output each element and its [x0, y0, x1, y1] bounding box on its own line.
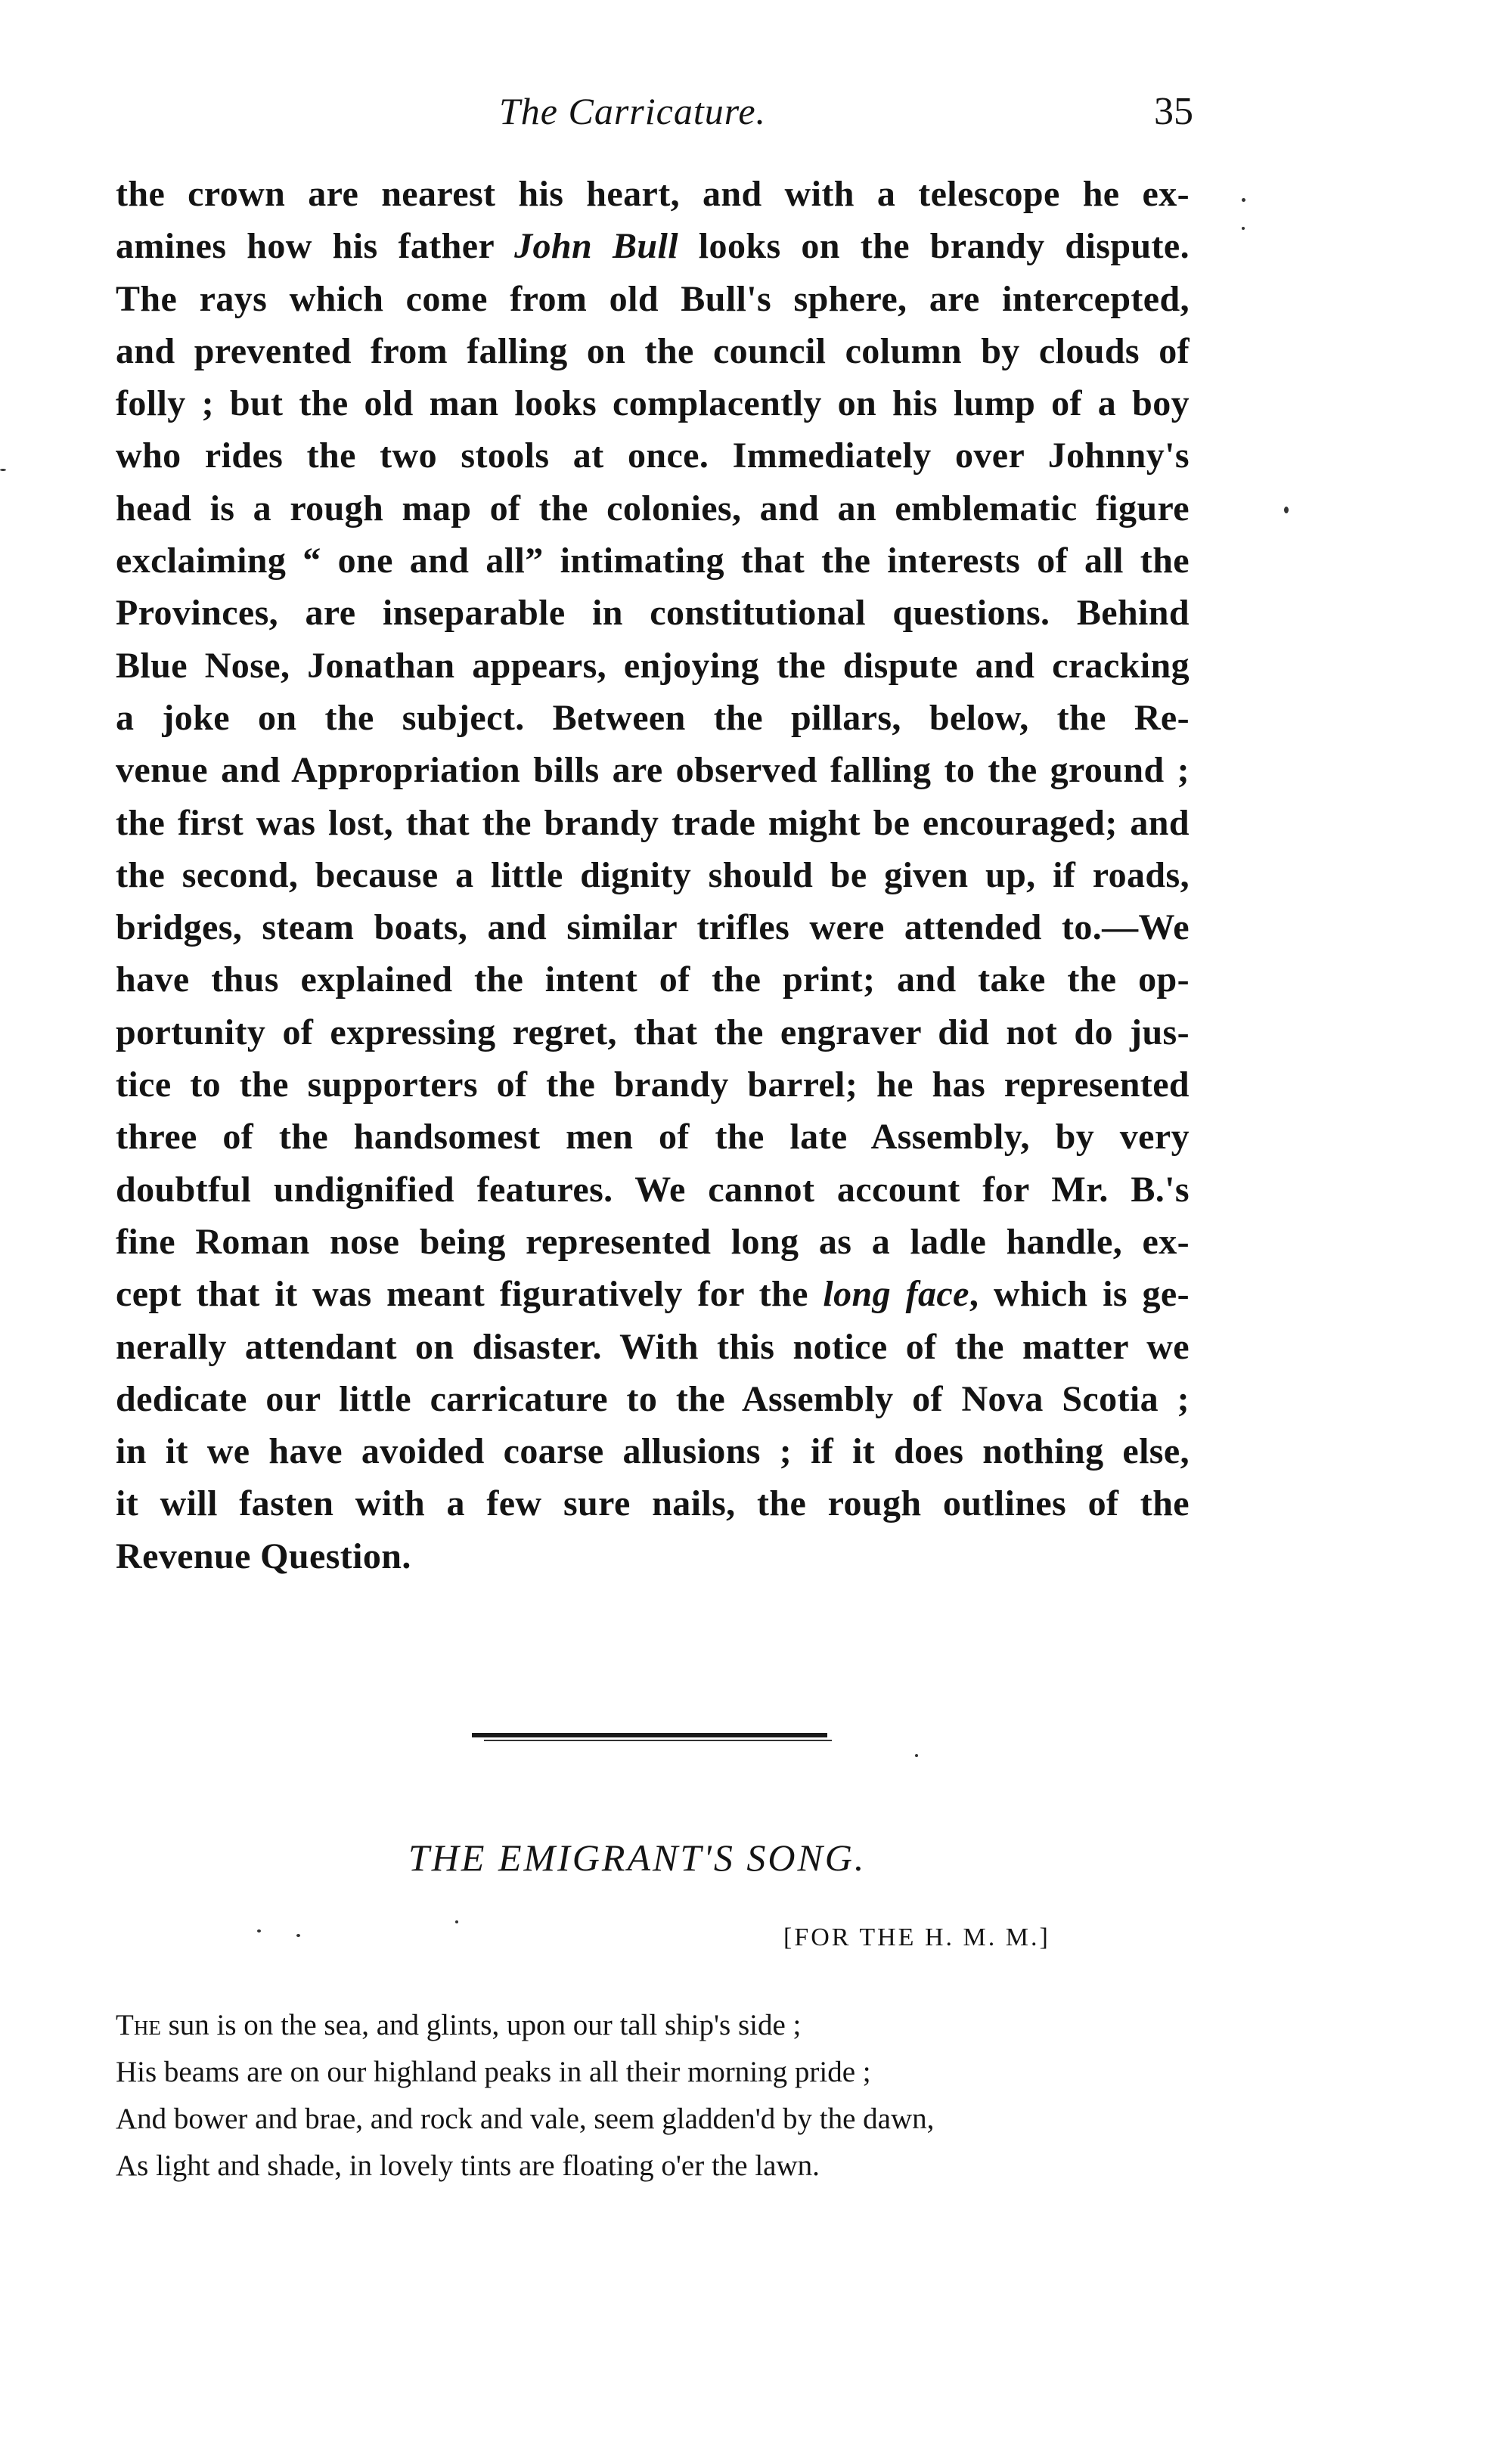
text-line: exclaiming “ one and all” intimating that the interests of all the: [116, 541, 1190, 581]
text-line: nerally attendant on disaster. With this notice of the matter we: [116, 1326, 1190, 1367]
verse-line: As light and shade, in lovely tints are floating o'er the lawn.: [116, 2149, 820, 2182]
page-number: 35: [1154, 90, 1193, 133]
text-line: tice to the supporters of the brandy barrel; he has represented: [116, 1065, 1190, 1105]
text-line: Revenue Question.: [116, 1536, 411, 1576]
verse-line: And bower and brae, and rock and vale, seem gladden'd by the dawn,: [116, 2103, 935, 2135]
text-line: bridges, steam boats, and similar trifles were attended to.—We: [116, 907, 1190, 948]
text-line: fine Roman nose being represented long as a ladle handle, ex-: [116, 1221, 1190, 1262]
scan-speck: [1284, 507, 1289, 513]
song-verse: [116, 2002, 1190, 2190]
verse-line: His beams are on our highland peaks in all their morning pride ;: [116, 2056, 871, 2088]
text-line: venue and Appropriation bills are observed falling to the ground ;: [116, 750, 1190, 791]
scan-speck: [257, 1929, 261, 1932]
text-line: in it we have avoided coarse allusions ; if it does nothing else,: [116, 1431, 1190, 1472]
verse-line: The sun is on the sea, and glints, upon our tall ship's side ;: [116, 2009, 802, 2041]
text-line: have thus explained the intent of the print; and take the op-: [116, 959, 1190, 1000]
scan-speck: [296, 1934, 300, 1937]
text-line: cept that it was meant figuratively for the long face, which is ge-: [116, 1274, 1190, 1315]
text-line: the crown are nearest his heart, and with a telescope he ex-: [116, 174, 1190, 214]
text-line: and prevented from falling on the council column by clouds of: [116, 330, 1190, 371]
text-line: the second, because a little dignity should be given up, if roads,: [116, 854, 1190, 895]
text-line: Provinces, are inseparable in constitutional questions. Behind: [116, 593, 1190, 634]
text-line: it will fasten with a few sure nails, the rough outlines of the: [116, 1483, 1190, 1524]
text-line: the first was lost, that the brandy trade might be encouraged; and: [116, 802, 1190, 843]
scan-speck: [455, 1920, 458, 1923]
song-attribution: [FOR THE H. M. M.]: [783, 1923, 1050, 1951]
text-line: who rides the two stools at once. Immediately over Johnny's: [116, 435, 1190, 476]
scan-speck: [0, 469, 6, 471]
text-line: dedicate our little carricature to the Assembly of Nova Scotia ;: [116, 1378, 1190, 1419]
running-head-title: The Carricature.: [499, 90, 767, 132]
verse-initial-word: The: [116, 2009, 161, 2041]
text-line: portunity of expressing regret, that the engraver did not do jus-: [116, 1012, 1190, 1052]
text-line: The rays which come from old Bull's sphere, are intercepted,: [116, 278, 1190, 319]
text-line: head is a rough map of the colonies, and an emblematic figure: [116, 488, 1190, 528]
song-title: THE EMIGRANT'S SONG.: [408, 1836, 867, 1879]
section-divider-rule-thin: [484, 1740, 832, 1741]
scan-speck: [1242, 198, 1245, 202]
text-line: doubtful undignified features. We cannot account for Mr. B.'s: [116, 1169, 1190, 1210]
scan-speck: [915, 1754, 918, 1757]
scan-speck: [1242, 227, 1245, 230]
text-line: folly ; but the old man looks complacently on his lump of a boy: [116, 383, 1190, 424]
body-paragraph: [116, 168, 1190, 1582]
section-divider-rule: [472, 1733, 827, 1737]
text-line: three of the handsomest men of the late Assembly, by very: [116, 1117, 1190, 1158]
text-line: a joke on the subject. Between the pillars, below, the Re-: [116, 697, 1190, 738]
text-line: amines how his father John Bull looks on the brandy dispute.: [116, 226, 1190, 267]
text-line: Blue Nose, Jonathan appears, enjoying the dispute and cracking: [116, 645, 1190, 686]
